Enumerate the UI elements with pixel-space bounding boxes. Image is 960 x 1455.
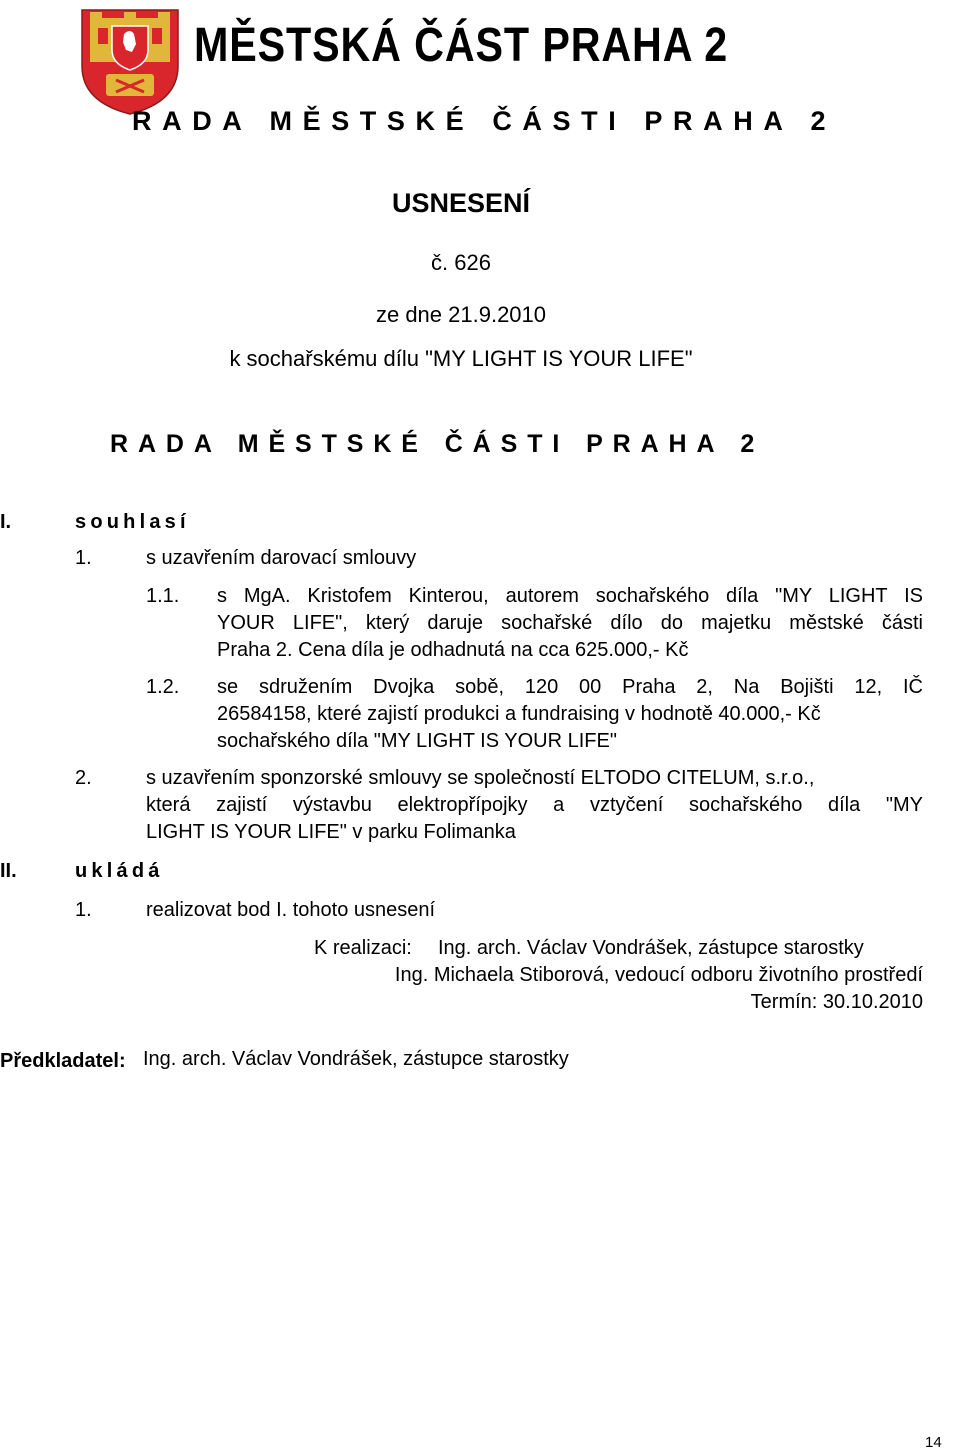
page-number: 14 [925,1434,942,1451]
subitem-1-2-line: sochařského díla "MY LIGHT IS YOUR LIFE" [217,730,617,752]
section-2-verb: ukládá [75,860,164,882]
proposer-label: Předkladatel: [0,1050,126,1072]
item-2-line: LIGHT IS YOUR LIFE" v parku Folimanka [146,821,516,843]
council-name: RADA MĚSTSKÉ ČÁSTI PRAHA 2 [110,430,765,458]
subitem-1-2-line: se sdružením Dvojka sobě, 120 00 Praha 2, Na Bojišti 12, IČ [217,676,923,698]
deadline: Termín: 30.10.2010 [750,991,923,1013]
resolution-title: USNESENÍ [391,188,531,218]
responsible-label: K realizaci: [314,937,412,959]
subitem-1-1-number: 1.1. [146,585,180,607]
subitem-1-2-number: 1.2. [146,676,180,698]
item-2-line: s uzavřením sponzorské smlouvy se společností ELTODO CITELUM, s.r.o., [146,767,815,789]
header-title: MĚSTSKÁ ČÁST PRAHA 2 [194,19,729,72]
section-1-number: I. [0,511,12,533]
subitem-1-1-line: Praha 2. Cena díla je odhadnutá na cca 625.000,- Kč [217,639,689,661]
section-2-item-number: 1. [75,899,92,921]
subitem-1-1-line: YOUR LIFE", který daruje sochařské dílo do majetku městské části [217,612,923,634]
resolution-subject: k sochařskému dílu "MY LIGHT IS YOUR LIFE" [229,346,693,371]
subitem-1-1-line: s MgA. Kristofem Kinterou, autorem sochařského díla "MY LIGHT IS [217,585,923,607]
section-1-verb: souhlasí [75,511,190,533]
subitem-1-2-line: 26584158, které zajistí produkci a fundraising v hodnotě 40.000,- Kč [217,703,821,725]
item-1-text: s uzavřením darovací smlouvy [146,547,417,569]
resolution-date: ze dne 21.9.2010 [375,302,547,327]
item-2-line: která zajistí výstavbu elektropřípojky a vztyčení sochařského díla "MY [146,794,923,816]
responsible-person-2: Ing. Michaela Stiborová, vedoucí odboru životního prostředí [394,964,923,986]
section-2-item-text: realizovat bod I. tohoto usnesení [146,899,436,921]
header-subtitle: RADA MĚSTSKÉ ČÁSTI PRAHA 2 [132,106,837,136]
item-1-number: 1. [75,547,92,569]
item-2-number: 2. [75,767,92,789]
proposer-name: Ing. arch. Václav Vondrášek, zástupce starostky [143,1048,569,1070]
section-2-number: II. [0,860,17,882]
prague-2-coat-of-arms-icon [76,4,184,116]
resolution-number: č. 626 [431,250,491,275]
responsible-person-1: Ing. arch. Václav Vondrášek, zástupce starostky [438,937,864,959]
